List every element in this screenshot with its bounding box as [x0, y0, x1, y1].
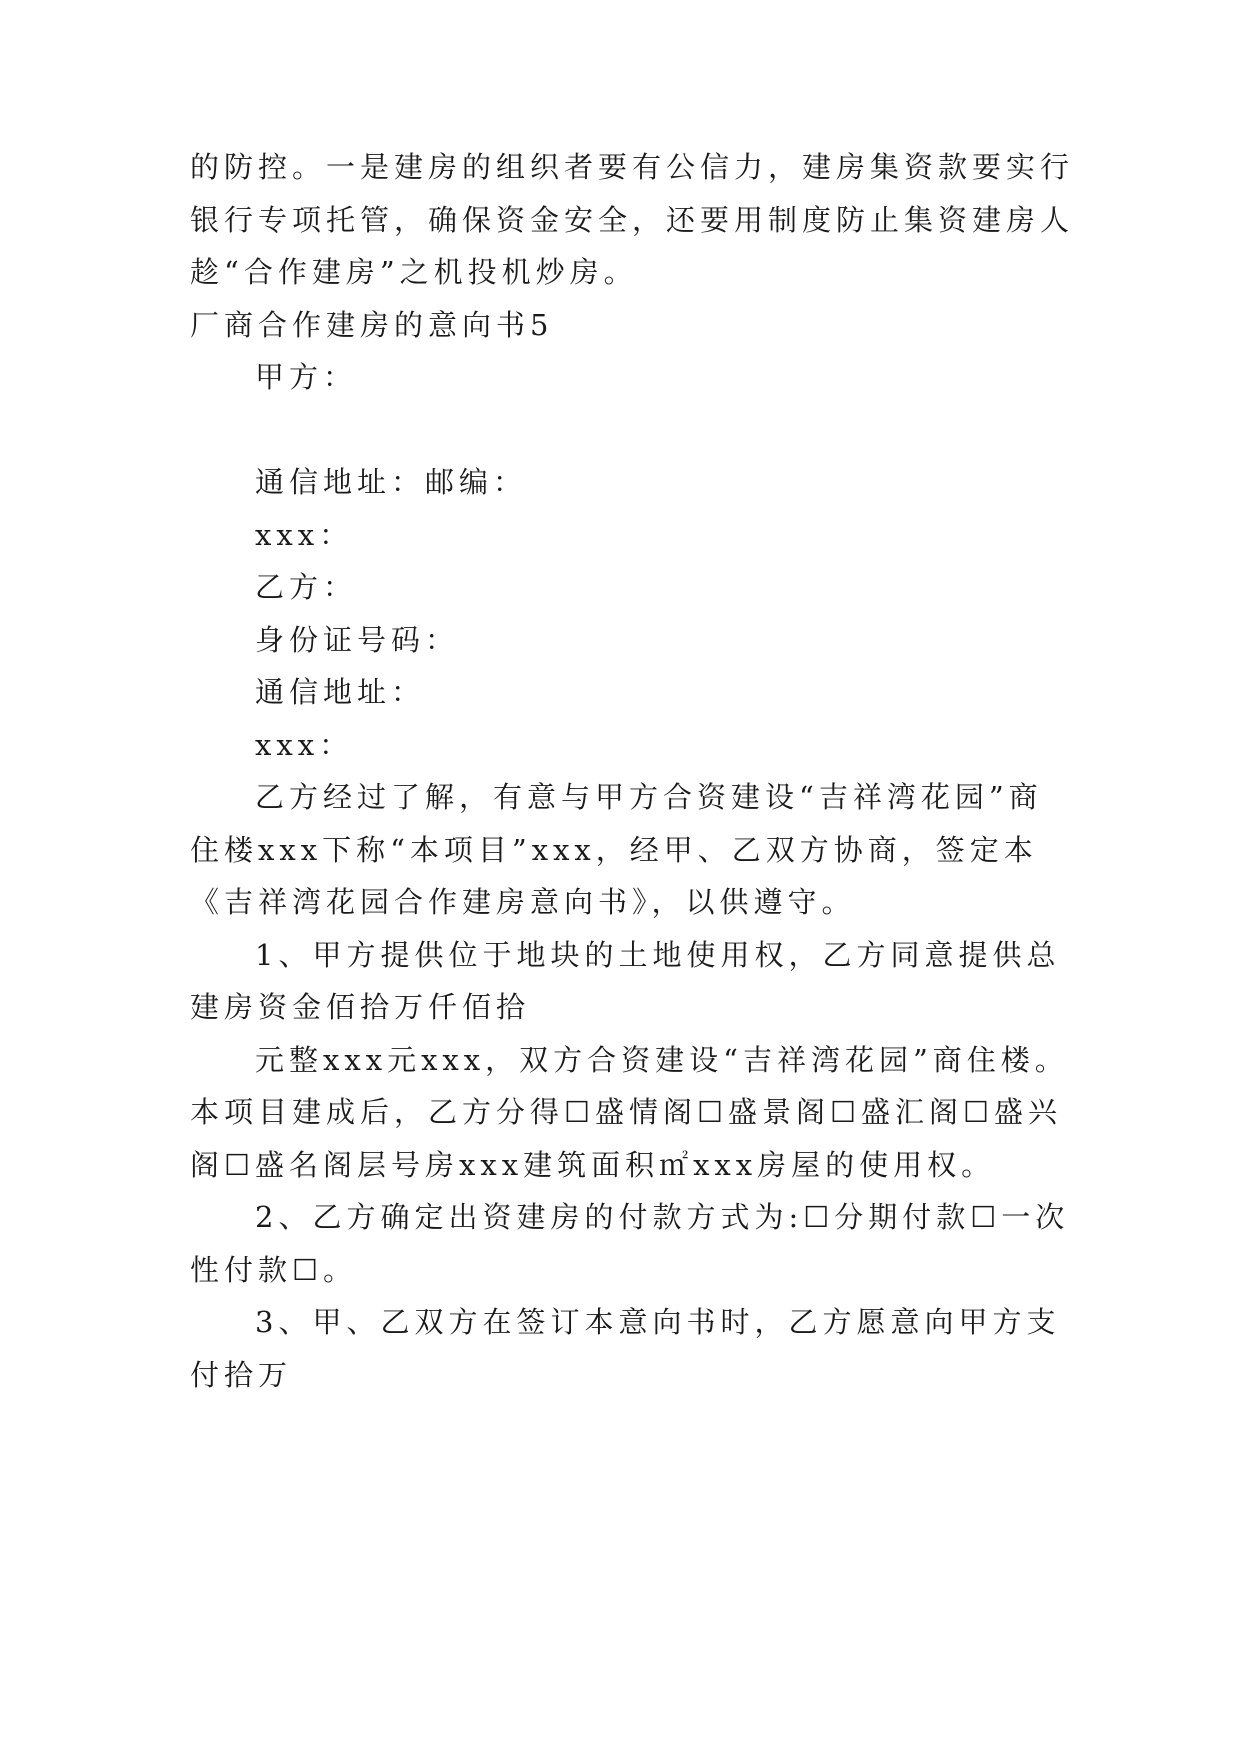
clause-1-line: 1、甲方提供位于地块的土地使用权，乙方同意提供总 [255, 938, 1061, 972]
paragraph-line: 《吉祥湾花园合作建房意向书》，以供遵守。 [190, 885, 856, 919]
placeholder-field: xxx： [255, 728, 354, 762]
id-number-label: 身份证号码： [255, 623, 460, 657]
clause-1-line: 建房资金佰拾万仟佰拾 [190, 990, 531, 1024]
party-a-label: 甲方： [255, 360, 358, 394]
clause-1-line: 本项目建成后，乙方分得☐盛情阁☐盛景阁☐盛汇阁☐盛兴 [190, 1095, 1062, 1129]
clause-1-line: 阁☐盛名阁层号房xxx建筑面积㎡xxx房屋的使用权。 [190, 1148, 996, 1182]
paragraph-line: 趁“合作建房”之机投机炒房。 [190, 255, 638, 289]
section-heading: 厂商合作建房的意向书5 [190, 308, 554, 342]
clause-3-line: 付拾万 [190, 1358, 293, 1392]
party-b-label: 乙方： [255, 570, 358, 604]
paragraph-line: 的防控。一是建房的组织者要有公信力，建房集资款要实行 [190, 150, 1075, 184]
paragraph-line: 乙方经过了解，有意与甲方合资建设“吉祥湾花园”商 [255, 780, 1043, 814]
placeholder-field: xxx： [255, 518, 354, 552]
clause-1-line: 元整xxx元xxx，双方合资建设“吉祥湾花园”商住楼。 [255, 1043, 1069, 1077]
address-label: 通信地址： [255, 675, 426, 709]
clause-2-line: 2、乙方确定出资建房的付款方式为:☐分期付款☐一次 [255, 1200, 1070, 1234]
address-postcode-label: 通信地址：邮编： [255, 465, 528, 499]
clause-3-line: 3、甲、乙双方在签订本意向书时，乙方愿意向甲方支 [255, 1305, 1061, 1339]
paragraph-line: 银行专项托管，确保资金安全，还要用制度防止集资建房人 [190, 203, 1075, 237]
paragraph-line: 住楼xxx下称“本项目”xxx，经甲、乙双方协商，签定本 [190, 833, 1038, 867]
clause-2-line: 性付款☐。 [190, 1253, 357, 1287]
